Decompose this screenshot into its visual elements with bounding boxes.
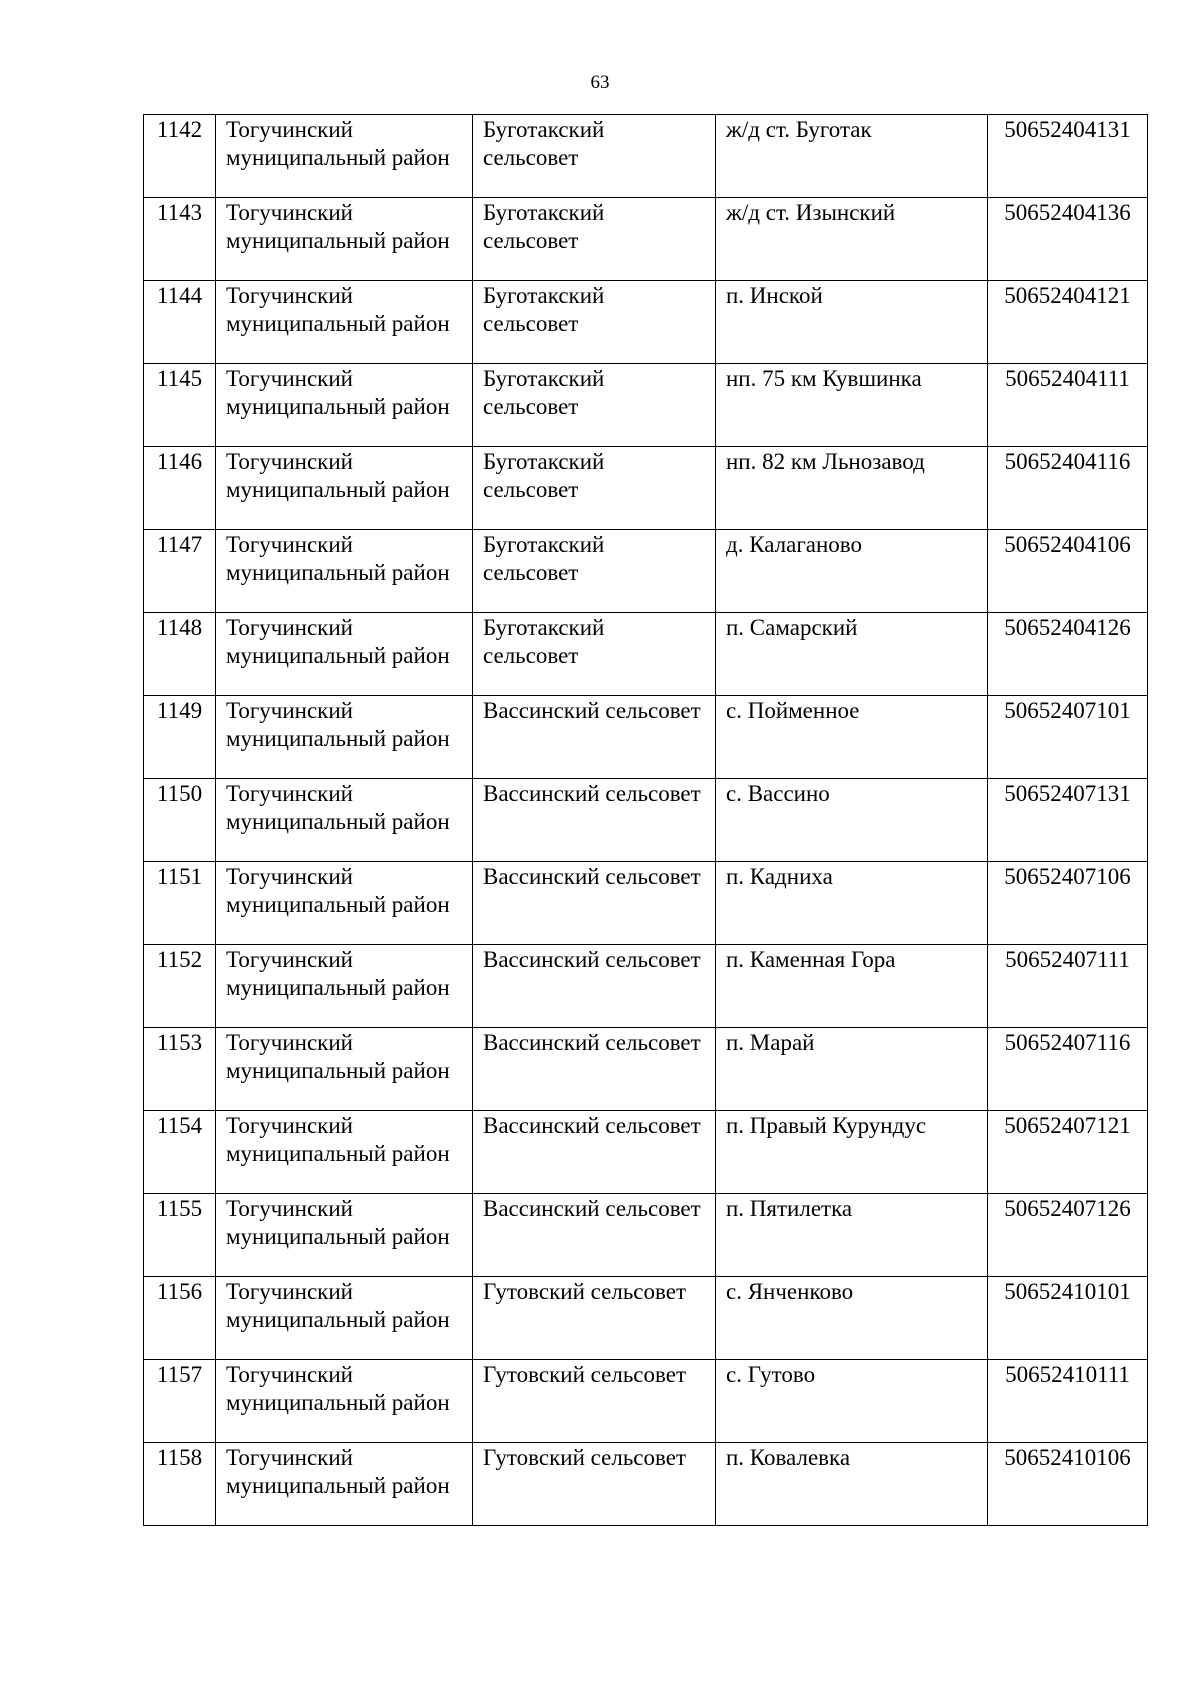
council-cell: Вассинский сельсовет	[473, 1111, 716, 1194]
row-number-cell: 1142	[144, 115, 216, 198]
district-cell: Тогучинский муниципальный район	[216, 1028, 473, 1111]
district-cell: Тогучинский муниципальный район	[216, 1111, 473, 1194]
settlement-cell: с. Вассино	[716, 779, 988, 862]
table-row	[144, 1360, 1148, 1443]
council-cell: Буготакский сельсовет	[473, 530, 716, 613]
settlement-cell: п. Инской	[716, 281, 988, 364]
settlement-cell: п. Марай	[716, 1028, 988, 1111]
row-number-cell: 1151	[144, 862, 216, 945]
table-row	[144, 779, 1148, 862]
page-number: 63	[590, 72, 610, 93]
row-number-cell: 1156	[144, 1277, 216, 1360]
row-number-cell: 1144	[144, 281, 216, 364]
settlement-cell: ж/д ст. Буготак	[716, 115, 988, 198]
row-number-cell: 1143	[144, 198, 216, 281]
row-number-cell: 1155	[144, 1194, 216, 1277]
table-row	[144, 1111, 1148, 1194]
district-cell: Тогучинский муниципальный район	[216, 696, 473, 779]
district-cell: Тогучинский муниципальный район	[216, 613, 473, 696]
council-cell: Гутовский сельсовет	[473, 1443, 716, 1526]
settlement-cell: нп. 82 км Льнозавод	[716, 447, 988, 530]
settlement-cell: п. Ковалевка	[716, 1443, 988, 1526]
oktmo-code-cell: 50652410111	[988, 1360, 1148, 1443]
oktmo-code-cell: 50652407131	[988, 779, 1148, 862]
row-number-cell: 1148	[144, 613, 216, 696]
district-cell: Тогучинский муниципальный район	[216, 530, 473, 613]
settlement-cell: п. Каменная Гора	[716, 945, 988, 1028]
oktmo-code-cell: 50652410101	[988, 1277, 1148, 1360]
council-cell: Буготакский сельсовет	[473, 281, 716, 364]
settlement-cell: нп. 75 км Кувшинка	[716, 364, 988, 447]
oktmo-code-cell: 50652404136	[988, 198, 1148, 281]
row-number-cell: 1158	[144, 1443, 216, 1526]
council-cell: Гутовский сельсовет	[473, 1277, 716, 1360]
oktmo-code-cell: 50652410106	[988, 1443, 1148, 1526]
council-cell: Буготакский сельсовет	[473, 364, 716, 447]
oktmo-code-cell: 50652404116	[988, 447, 1148, 530]
district-cell: Тогучинский муниципальный район	[216, 115, 473, 198]
district-cell: Тогучинский муниципальный район	[216, 364, 473, 447]
council-cell: Буготакский сельсовет	[473, 447, 716, 530]
council-cell: Вассинский сельсовет	[473, 696, 716, 779]
settlement-cell: с. Гутово	[716, 1360, 988, 1443]
table-row	[144, 115, 1148, 198]
settlement-cell: ж/д ст. Изынский	[716, 198, 988, 281]
oktmo-code-cell: 50652407106	[988, 862, 1148, 945]
settlement-cell: с. Пойменное	[716, 696, 988, 779]
district-cell: Тогучинский муниципальный район	[216, 281, 473, 364]
council-cell: Вассинский сельсовет	[473, 779, 716, 862]
table-row	[144, 198, 1148, 281]
table-row	[144, 1194, 1148, 1277]
table-row	[144, 530, 1148, 613]
settlement-cell: с. Янченково	[716, 1277, 988, 1360]
oktmo-code-cell: 50652407121	[988, 1111, 1148, 1194]
row-number-cell: 1152	[144, 945, 216, 1028]
row-number-cell: 1150	[144, 779, 216, 862]
oktmo-code-cell: 50652407126	[988, 1194, 1148, 1277]
council-cell: Вассинский сельсовет	[473, 862, 716, 945]
district-cell: Тогучинский муниципальный район	[216, 1277, 473, 1360]
table-row	[144, 364, 1148, 447]
table-row	[144, 945, 1148, 1028]
council-cell: Вассинский сельсовет	[473, 945, 716, 1028]
oktmo-code-cell: 50652404131	[988, 115, 1148, 198]
table-row	[144, 1028, 1148, 1111]
district-cell: Тогучинский муниципальный район	[216, 862, 473, 945]
row-number-cell: 1154	[144, 1111, 216, 1194]
district-cell: Тогучинский муниципальный район	[216, 1194, 473, 1277]
settlement-cell: п. Кадниха	[716, 862, 988, 945]
row-number-cell: 1147	[144, 530, 216, 613]
district-cell: Тогучинский муниципальный район	[216, 1360, 473, 1443]
council-cell: Гутовский сельсовет	[473, 1360, 716, 1443]
council-cell: Вассинский сельсовет	[473, 1028, 716, 1111]
settlement-cell: п. Правый Курундус	[716, 1111, 988, 1194]
district-cell: Тогучинский муниципальный район	[216, 198, 473, 281]
settlement-cell: д. Калаганово	[716, 530, 988, 613]
table-row	[144, 1277, 1148, 1360]
table-row	[144, 1443, 1148, 1526]
council-cell: Буготакский сельсовет	[473, 115, 716, 198]
oktmo-code-cell: 50652404126	[988, 613, 1148, 696]
row-number-cell: 1157	[144, 1360, 216, 1443]
oktmo-code-cell: 50652404121	[988, 281, 1148, 364]
table-row	[144, 613, 1148, 696]
table-row	[144, 696, 1148, 779]
settlements-table	[143, 114, 1148, 1526]
table-row	[144, 281, 1148, 364]
oktmo-code-cell: 50652404106	[988, 530, 1148, 613]
settlement-cell: п. Пятилетка	[716, 1194, 988, 1277]
row-number-cell: 1146	[144, 447, 216, 530]
district-cell: Тогучинский муниципальный район	[216, 945, 473, 1028]
table-row	[144, 447, 1148, 530]
row-number-cell: 1149	[144, 696, 216, 779]
oktmo-code-cell: 50652407101	[988, 696, 1148, 779]
district-cell: Тогучинский муниципальный район	[216, 1443, 473, 1526]
row-number-cell: 1145	[144, 364, 216, 447]
table-row	[144, 862, 1148, 945]
council-cell: Буготакский сельсовет	[473, 613, 716, 696]
row-number-cell: 1153	[144, 1028, 216, 1111]
oktmo-code-cell: 50652407111	[988, 945, 1148, 1028]
oktmo-code-cell: 50652407116	[988, 1028, 1148, 1111]
district-cell: Тогучинский муниципальный район	[216, 779, 473, 862]
oktmo-code-cell: 50652404111	[988, 364, 1148, 447]
table-body	[144, 115, 1148, 1526]
settlement-cell: п. Самарский	[716, 613, 988, 696]
council-cell: Вассинский сельсовет	[473, 1194, 716, 1277]
district-cell: Тогучинский муниципальный район	[216, 447, 473, 530]
council-cell: Буготакский сельсовет	[473, 198, 716, 281]
